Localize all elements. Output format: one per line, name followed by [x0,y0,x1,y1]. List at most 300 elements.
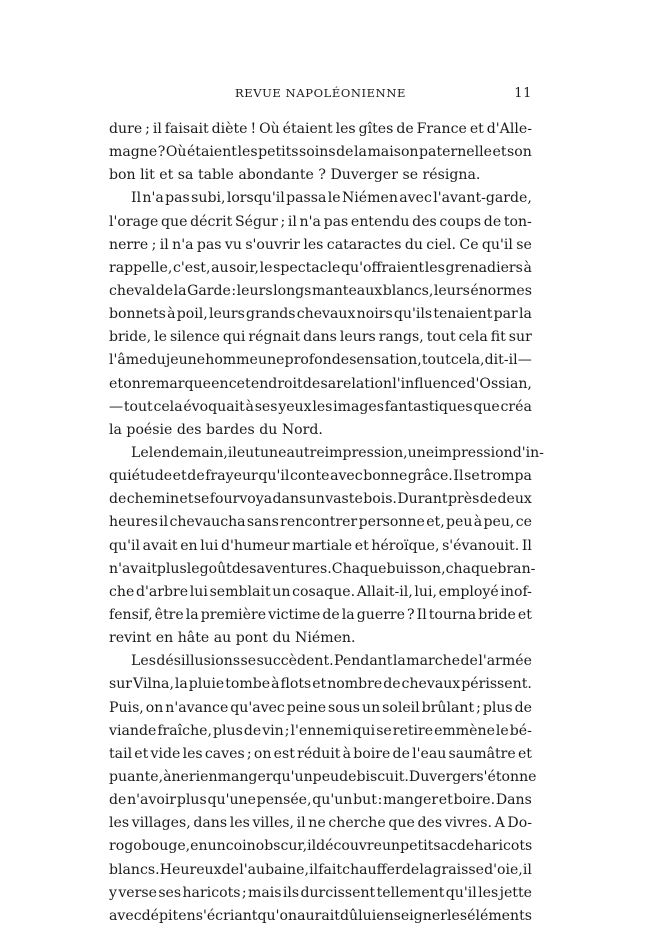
word: le [327,190,341,207]
word: Ségur [234,213,278,230]
word: d'oie, [484,861,523,878]
word: s'ouvrir [245,236,300,253]
word: flots [280,676,312,693]
word: se [193,491,210,508]
word: un [272,583,291,600]
word: semblait [209,583,271,600]
word: pluie [188,676,225,693]
word: sa [177,167,194,184]
word: fensif, [109,606,153,623]
word: les [109,815,130,832]
word: il [296,815,306,832]
word: personne [358,514,425,531]
word: du [404,236,423,253]
word: enseigner [376,907,447,924]
word: de [109,491,127,508]
word: leurs [208,306,245,323]
text-line [109,835,532,858]
word: silence [169,329,220,346]
word: autre [286,444,325,461]
word: de [302,375,321,392]
word: relation [336,375,393,392]
word: vide [150,745,181,762]
word: au [213,630,232,647]
word: lui [200,537,219,554]
word: l'ennemi [290,722,352,739]
text-line [109,511,532,534]
word: d'Alle- [486,121,532,137]
word: à [245,398,254,415]
word: fait [318,861,343,878]
word: se [464,468,480,485]
page-number: 11 [514,86,532,101]
word: une [258,352,285,369]
word: c'est, [172,259,211,276]
word: manger [383,792,439,809]
word: le [259,259,273,276]
word: étaient [282,121,333,137]
word: soleil [382,699,420,716]
word: l'eau [412,745,447,762]
word: leurs [433,282,470,299]
word: n'avait [109,560,157,577]
word: ils [282,884,300,901]
word: sa [320,375,337,392]
word: plus [482,699,513,716]
word: de [396,121,414,137]
word: d'in- [512,444,544,461]
word: lorsqu'il [226,190,285,207]
word: coups [439,213,482,230]
word: aventures. [256,560,332,577]
word: en [180,537,198,554]
word: étaient [186,144,237,161]
word: entendu [350,213,410,230]
word: chemin [126,491,180,508]
text-line [109,187,532,210]
word: conte [289,468,330,485]
word: tellement [376,884,445,901]
word: Dans [495,792,532,809]
word: France [416,121,467,137]
word: blancs, [382,282,434,299]
word: et [492,144,507,161]
word: d'humeur [220,537,290,554]
word: en [211,375,229,392]
word: qui [222,329,246,346]
word: Do- [507,815,532,832]
word: plus [156,560,187,577]
word: tout [123,398,153,415]
word: blancs. [109,861,160,878]
word: employé [438,583,499,600]
word: il [287,213,297,230]
word: Duverger [408,768,477,785]
word: peu, [483,514,515,531]
word: de [392,745,410,762]
word: Il [453,468,464,485]
word: avait [142,537,178,554]
word: de [336,144,354,161]
word: réduit [297,745,341,762]
word: et, [426,514,445,531]
word: table [197,167,234,184]
word: les [237,144,258,161]
word: grenadiers [445,259,523,276]
word: lit [140,167,155,184]
word: qu'il [258,468,290,485]
word: peine [286,699,327,716]
word: viande [109,722,157,739]
word: périssent. [461,676,532,693]
word: maison [367,144,419,161]
word: Pendant [334,653,393,670]
word: ; [284,722,290,739]
word: Où [259,121,280,137]
word: l'armée [478,653,532,670]
word: il [309,861,319,878]
word: poésie [126,421,173,438]
word: et [517,606,532,623]
word: l'influence [392,375,467,392]
word: Les [131,653,156,670]
text-line [109,581,532,604]
word: évoquait [183,398,245,415]
word: cela [153,398,183,415]
word: les [312,398,333,415]
word: du [259,421,278,438]
word: ! [250,121,257,137]
word: Il [416,606,427,623]
word: à [163,768,172,785]
word: quiétude [109,468,173,485]
word: n'a [172,236,194,253]
word: ; [280,213,286,230]
word: vaste [325,491,363,508]
word: bonne [363,468,408,485]
text-line [109,349,532,372]
word: avec [109,907,142,924]
word: et [159,167,174,184]
word: Duverger [330,167,398,184]
word: endroit [250,375,303,392]
word: chevaucha [169,514,246,531]
word: haricots [182,884,241,901]
word: ? [318,167,326,184]
word: ses [254,398,278,415]
word: cosaque. [292,583,356,600]
text-line [109,673,532,696]
word: Heureux [159,861,222,878]
word: che [109,583,135,600]
word: se [402,167,419,184]
word: revint [109,630,152,647]
word: bé- [509,722,532,739]
word: qu'offraient [340,259,425,276]
word: obscur, [255,838,308,855]
word: marche [406,653,461,670]
text-line [109,558,536,581]
text-line [109,280,532,303]
word: homme [205,352,258,369]
word: des [412,213,437,230]
word: Ce [459,236,479,253]
word: le [495,722,509,739]
word: noirs [356,306,393,323]
word: la [341,606,355,623]
word: et [109,375,124,392]
word: que [388,815,415,832]
word: il [227,444,237,461]
text-line [109,720,532,743]
text-line [109,164,532,187]
word: une [259,444,287,461]
word: la [174,676,188,693]
text-line [109,859,532,882]
word: abondante [238,167,314,184]
word: emmène [434,722,495,739]
word: petit [400,838,434,855]
word: à [473,514,483,531]
word: lendemain, [148,444,228,461]
word: Vilna, [133,676,174,693]
word: cherche [328,815,386,832]
word: de [456,838,475,855]
word: des [176,421,202,438]
word: qu'on [257,907,298,924]
word: gîtes [358,121,394,137]
word: mais [247,884,282,901]
word: les [478,884,499,901]
word: de [383,676,401,693]
word: ne [171,768,189,785]
word: ; [145,121,150,137]
word: ce [515,514,532,531]
word: et [517,745,532,762]
word: l'avant-garde, [433,190,532,207]
word: bride [478,606,516,623]
word: bride, [109,329,152,346]
word: aurait [297,907,340,924]
word: cela, [450,352,485,369]
word: ne [308,815,326,832]
word: il [159,514,169,531]
word: se [376,722,392,739]
word: A [494,815,505,832]
word: Il [521,537,532,554]
word: boire [353,745,391,762]
text-line [109,882,532,905]
word: martiale [292,537,353,554]
word: coin [225,838,256,855]
word: leurs [339,329,376,346]
word: chaque [445,560,498,577]
word: — [109,398,124,415]
word: victime [268,606,321,623]
text-line [109,326,532,349]
word: Garde [187,282,231,299]
word: verse [118,884,157,901]
word: inof- [500,583,532,600]
word: profonde [284,352,350,369]
word: Chaque [331,560,387,577]
word: à [167,306,176,323]
word: à [271,676,280,693]
word: en [190,838,208,855]
word: d'Ossian, [466,375,532,392]
word: à [523,259,532,276]
word: de [187,468,205,485]
word: lui [189,583,208,600]
word: les [303,236,324,253]
word: Où [165,144,187,161]
word: qu'une [207,792,256,809]
word: jette [499,884,532,901]
word: de [221,861,240,878]
word: avec [330,468,363,485]
word: décrit [190,213,233,230]
word: rappelle, [109,259,173,276]
word: qu'il [445,884,477,901]
word: de [460,653,478,670]
word: tourna [428,606,477,623]
word: n'avoir [127,792,177,809]
word: Le [131,444,149,461]
word: les [182,745,203,762]
word: durcissent [300,884,376,901]
word: s'étonne [476,768,537,785]
word: n'avance [165,699,229,716]
word: chevaux [401,676,461,693]
word: dans [303,329,337,346]
word: haricots [474,838,533,855]
word: Niémen [341,190,398,207]
word: fourvoya [209,491,273,508]
word: grands [246,306,296,323]
word: se [240,653,257,670]
word: dure [109,121,143,137]
word: heures [109,514,158,531]
word: tenaient [433,306,493,323]
word: de [479,491,498,508]
word: s'écriant [195,907,258,924]
word: ; [151,236,157,253]
word: ton- [503,213,532,230]
word: vu [224,236,242,253]
word: ; [246,745,252,762]
word: l'âme [109,352,148,369]
word: plus [176,792,207,809]
word: lui, [414,583,437,600]
word: et [179,491,194,508]
word: qui [352,722,376,739]
word: et [469,121,484,137]
word: de [514,699,532,716]
word: les [229,815,250,832]
word: ? [407,606,415,623]
body-text [109,118,544,928]
word: yeux [278,398,312,415]
word: spectacle [273,259,341,276]
text-line [109,650,532,673]
word: lui [358,907,377,924]
word: bon [109,167,136,184]
word: que [473,398,500,415]
word: impression, [324,444,408,461]
word: la [354,144,367,161]
word: il [152,121,162,137]
word: Niémen. [295,630,356,647]
word: éléments [467,907,532,924]
word: que [161,213,188,230]
text-line [109,118,532,141]
word: cataractes [326,236,402,253]
word: chauffer [342,861,402,878]
word: manteaux [311,282,383,299]
word: être [154,606,184,623]
word: rangs, [378,329,424,346]
word: première [200,606,267,623]
word: vivres. [444,815,492,832]
word: n'a [299,213,321,230]
text-line [109,627,532,650]
word: retire [392,722,434,739]
word: saumâtre [448,745,516,762]
word: dû [339,907,359,924]
word: de [155,282,174,299]
word: qu'avec [230,699,285,716]
word: s'évanouit. [442,537,520,554]
word: et [134,745,149,762]
word: sac [433,838,457,855]
word: impression [434,444,513,461]
word: d'arbre [135,583,189,600]
word: manger [217,768,273,785]
word: un [381,838,401,855]
word: villes, [252,815,294,832]
word: : [377,792,383,809]
word: rogobouge, [109,838,191,855]
word: se [516,236,532,253]
word: près [447,491,480,508]
word: désillusions [156,653,241,670]
word: pas [196,236,222,253]
word: petits [258,144,299,161]
word: résigna. [422,167,481,184]
word: sans [246,514,279,531]
word: tout [426,329,456,346]
word: à [342,745,352,762]
word: les [335,121,356,137]
word: subi, [191,190,226,207]
word: caves [204,745,245,762]
text-line [109,257,532,280]
word: de [483,213,502,230]
word: de [243,722,262,739]
word: faisait [164,121,209,137]
word: tout [421,352,451,369]
word: son [507,144,532,161]
word: les [424,259,445,276]
word: des [231,560,257,577]
text-line [109,211,532,234]
text-line [109,789,532,812]
word: soir, [229,259,260,276]
word: l'orage [109,213,159,230]
journal-title: REVUE NAPOLÉONIENNE [234,86,406,100]
word: il [159,236,169,253]
word: de [339,768,357,785]
